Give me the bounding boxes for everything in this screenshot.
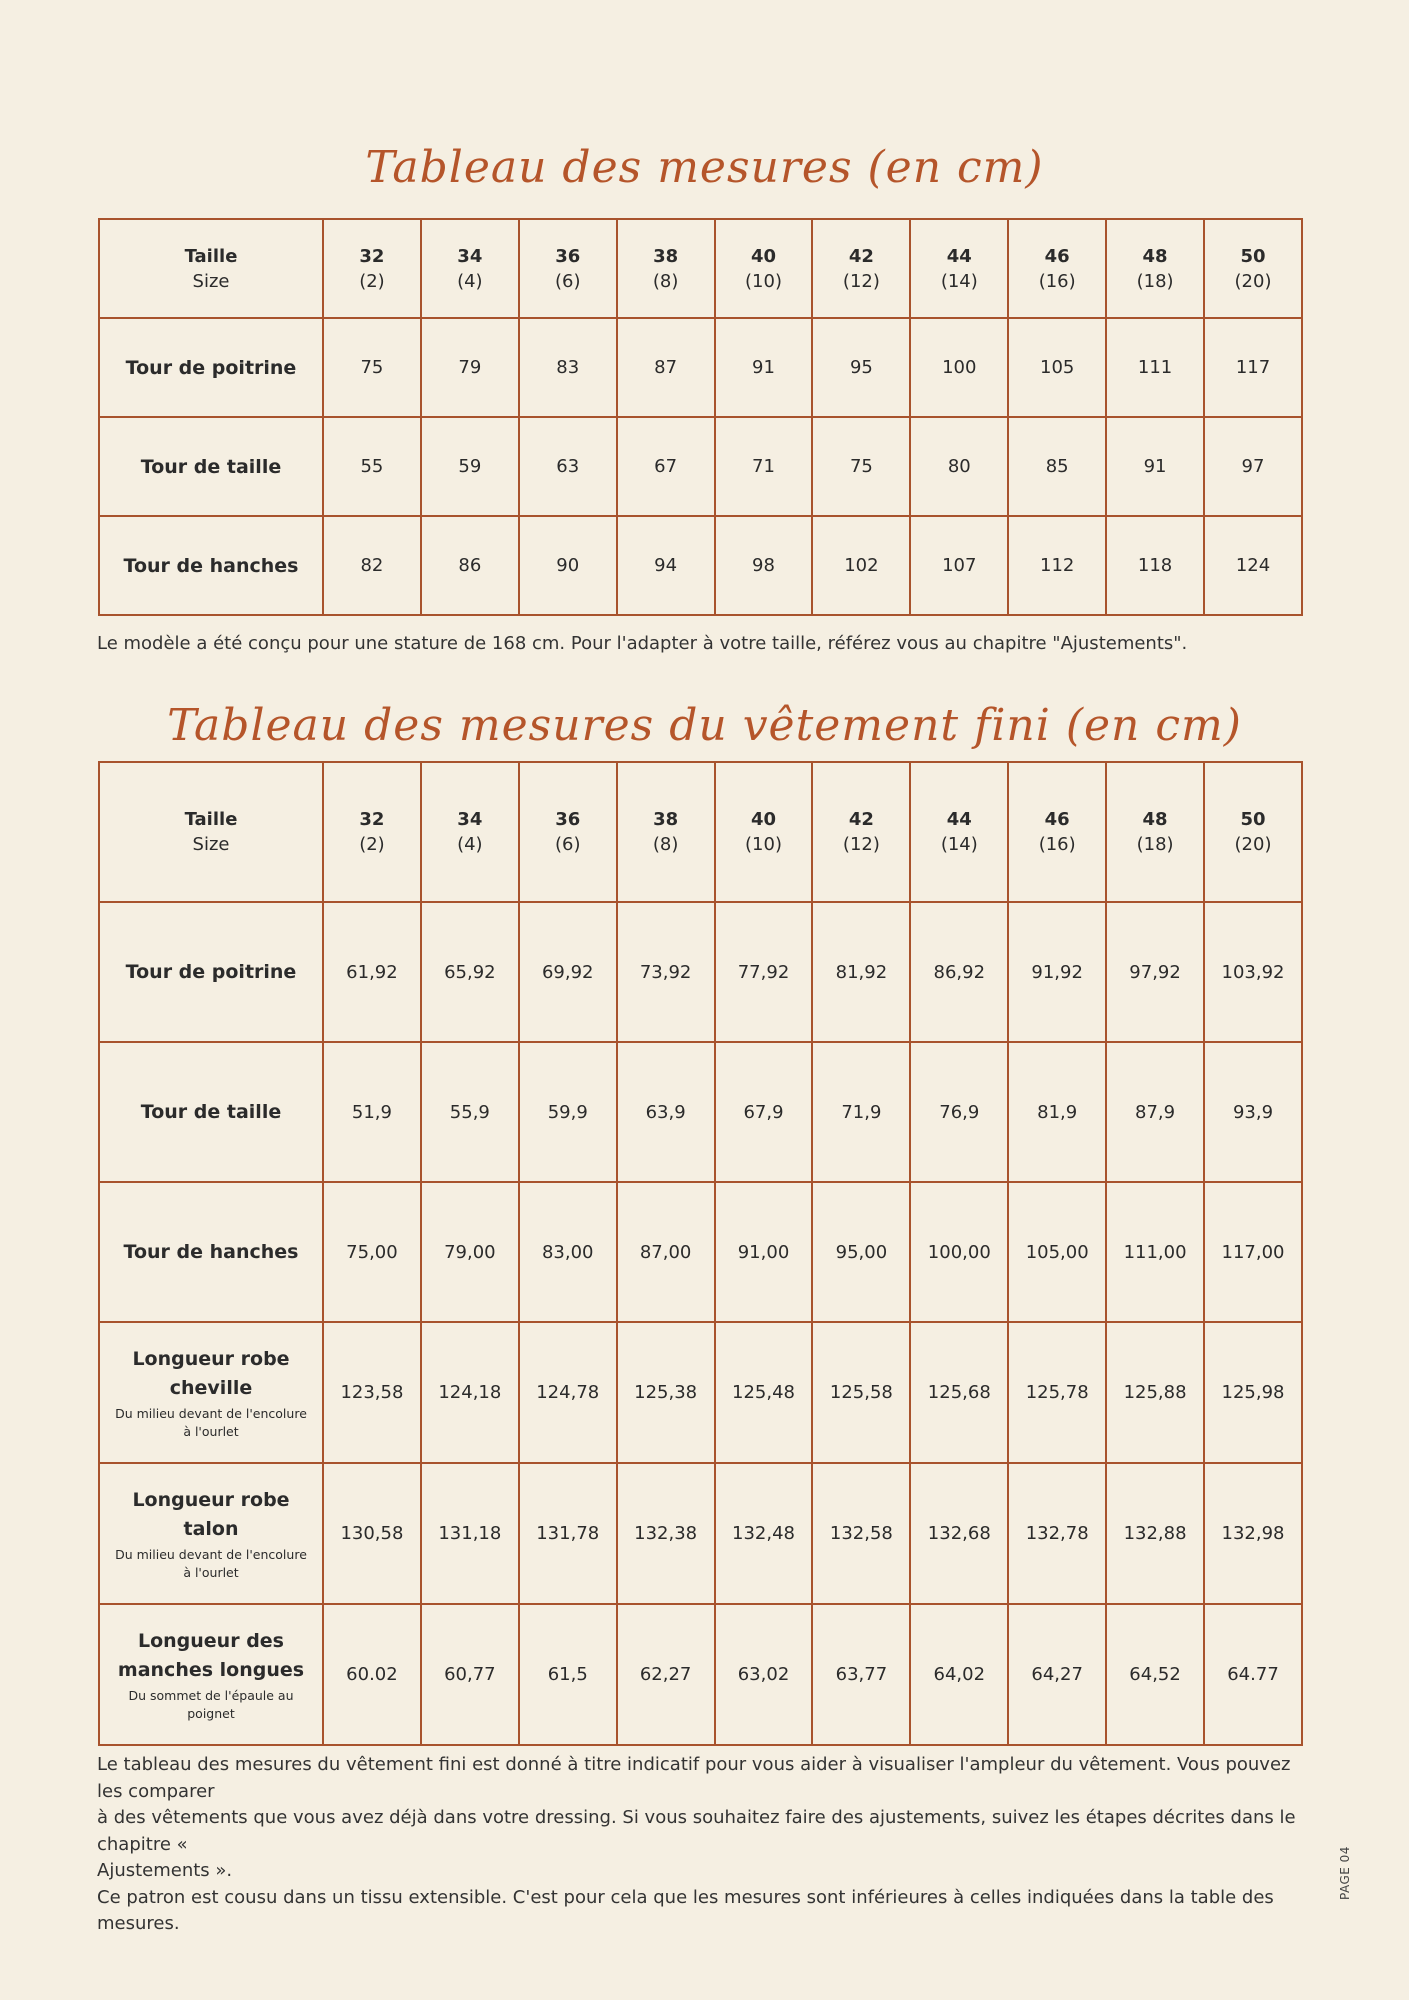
value-cell: 80 [910, 417, 1008, 516]
value-cell: 63,02 [715, 1604, 813, 1745]
size-us: (16) [1038, 270, 1076, 292]
size-us: (6) [554, 834, 581, 855]
row-sublabel-line: à l'ourlet [183, 1423, 239, 1439]
value-cell: 132,78 [1008, 1463, 1106, 1604]
size-us: (2) [359, 270, 385, 292]
size-cell [421, 219, 519, 318]
row-label: Tour de taille [99, 1042, 323, 1182]
size-cell [617, 762, 715, 902]
value-cell: 131,18 [421, 1463, 519, 1604]
body-measurements-table [98, 218, 1303, 616]
value-cell: 75 [323, 318, 421, 417]
note-line: Le tableau des mesures du vêtement fini est donné à titre indicatif pour vous aider à visualiser l'ampleur du vêtement. Vous pouvez les comparer [97, 1754, 1291, 1802]
value-cell: 62,27 [617, 1604, 715, 1745]
value-cell: 125,38 [617, 1322, 715, 1463]
value-cell: 132,68 [910, 1463, 1008, 1604]
header-label-cell [99, 762, 323, 902]
row-label: Tour de hanches [99, 516, 323, 615]
value-cell: 60,77 [421, 1604, 519, 1745]
table-row [99, 1322, 1302, 1463]
size-cell [1106, 762, 1204, 902]
size-eu: 32 [359, 245, 385, 267]
value-cell: 98 [715, 516, 813, 615]
value-cell: 82 [323, 516, 421, 615]
size-us: (4) [457, 834, 483, 855]
table-row [99, 417, 1302, 516]
row-label-cell [99, 1322, 323, 1463]
size-us: (2) [359, 834, 385, 855]
value-cell: 59 [421, 417, 519, 516]
value-cell: 67 [617, 417, 715, 516]
value-cell: 93,9 [1204, 1042, 1302, 1182]
row-label: Tour de taille [99, 417, 323, 516]
size-cell [323, 219, 421, 318]
header-label-main: Taille [184, 245, 238, 267]
row-sublabel-line: poignet [187, 1705, 235, 1721]
value-cell: 91,92 [1008, 902, 1106, 1042]
size-eu: 38 [653, 809, 679, 830]
value-cell: 59,9 [519, 1042, 617, 1182]
size-us: (14) [940, 834, 978, 855]
table-row [99, 1042, 1302, 1182]
size-cell [715, 762, 813, 902]
row-sublabel-line: Du sommet de l'épaule au [128, 1687, 294, 1703]
table-row [99, 1182, 1302, 1322]
size-cell [910, 219, 1008, 318]
size-cell [519, 219, 617, 318]
value-cell: 105,00 [1008, 1182, 1106, 1322]
size-cell [812, 219, 910, 318]
row-label-cell [99, 1463, 323, 1604]
row-sublabel-line: à l'ourlet [183, 1564, 239, 1580]
row-label-cell [99, 1604, 323, 1745]
value-cell: 131,78 [519, 1463, 617, 1604]
value-cell: 111,00 [1106, 1182, 1204, 1322]
size-us: (18) [1136, 834, 1174, 855]
size-cell [910, 762, 1008, 902]
table1-note: Le modèle a été conçu pour une stature de 168 cm. Pour l'adapter à votre taille, référez vous au chapitre "Ajustements". [97, 633, 1188, 654]
value-cell: 132,98 [1204, 1463, 1302, 1604]
size-us: (20) [1234, 270, 1272, 292]
size-eu: 34 [457, 245, 483, 267]
size-cell [323, 762, 421, 902]
value-cell: 83,00 [519, 1182, 617, 1322]
size-eu: 50 [1240, 245, 1266, 267]
size-eu: 44 [946, 809, 972, 830]
size-eu: 46 [1044, 245, 1070, 267]
value-cell: 73,92 [617, 902, 715, 1042]
value-cell: 130,58 [323, 1463, 421, 1604]
value-cell: 102 [812, 516, 910, 615]
value-cell: 51,9 [323, 1042, 421, 1182]
row-sublabel-line: Du milieu devant de l'encolure [115, 1405, 307, 1421]
value-cell: 64.77 [1204, 1604, 1302, 1745]
row-label: Tour de poitrine [99, 318, 323, 417]
row-label-line: talon [183, 1517, 239, 1540]
value-cell: 61,5 [519, 1604, 617, 1745]
value-cell: 75 [812, 417, 910, 516]
size-us: (12) [842, 270, 880, 292]
value-cell: 77,92 [715, 902, 813, 1042]
size-cell [1008, 219, 1106, 318]
size-us: (16) [1038, 834, 1076, 855]
value-cell: 60.02 [323, 1604, 421, 1745]
table2-title: Tableau des mesures du vêtement fini (en cm) [167, 700, 1242, 751]
value-cell: 65,92 [421, 902, 519, 1042]
row-label-line: Longueur robe [132, 1488, 290, 1511]
table-header-row [99, 219, 1302, 318]
value-cell: 87 [617, 318, 715, 417]
size-us: (20) [1234, 834, 1272, 855]
value-cell: 107 [910, 516, 1008, 615]
value-cell: 63 [519, 417, 617, 516]
value-cell: 67,9 [715, 1042, 813, 1182]
value-cell: 86 [421, 516, 519, 615]
size-us: (4) [457, 270, 483, 292]
value-cell: 123,58 [323, 1322, 421, 1463]
row-label-line: cheville [169, 1376, 253, 1399]
value-cell: 97 [1204, 417, 1302, 516]
value-cell: 125,98 [1204, 1322, 1302, 1463]
value-cell: 55 [323, 417, 421, 516]
row-label: Tour de hanches [99, 1182, 323, 1322]
value-cell: 83 [519, 318, 617, 417]
value-cell: 103,92 [1204, 902, 1302, 1042]
value-cell: 87,9 [1106, 1042, 1204, 1182]
header-label-sub: Size [192, 834, 230, 855]
value-cell: 125,78 [1008, 1322, 1106, 1463]
size-us: (10) [745, 270, 782, 292]
size-eu: 50 [1240, 809, 1266, 830]
value-cell: 132,38 [617, 1463, 715, 1604]
size-cell [519, 762, 617, 902]
value-cell: 97,92 [1106, 902, 1204, 1042]
size-cell [421, 762, 519, 902]
size-cell [1204, 219, 1302, 318]
value-cell: 90 [519, 516, 617, 615]
value-cell: 105 [1008, 318, 1106, 417]
size-cell [1204, 762, 1302, 902]
value-cell: 64,02 [910, 1604, 1008, 1745]
table-row [99, 516, 1302, 615]
value-cell: 125,68 [910, 1322, 1008, 1463]
value-cell: 69,92 [519, 902, 617, 1042]
note-line: Ajustements ». [97, 1860, 233, 1881]
value-cell: 85 [1008, 417, 1106, 516]
value-cell: 124 [1204, 516, 1302, 615]
value-cell: 79 [421, 318, 519, 417]
value-cell: 125,88 [1106, 1322, 1204, 1463]
value-cell: 132,48 [715, 1463, 813, 1604]
value-cell: 100,00 [910, 1182, 1008, 1322]
value-cell: 91,00 [715, 1182, 813, 1322]
note-line: Ce patron est cousu dans un tissu extensible. C'est pour cela que les mesures sont inférieures à celles indiquées dans la table des mesures. [97, 1886, 1274, 1934]
size-eu: 34 [457, 809, 483, 830]
size-cell [812, 762, 910, 902]
size-eu: 48 [1142, 809, 1168, 830]
value-cell: 55,9 [421, 1042, 519, 1182]
size-us: (12) [842, 834, 880, 855]
value-cell: 132,58 [812, 1463, 910, 1604]
table-header-row [99, 762, 1302, 902]
value-cell: 63,9 [617, 1042, 715, 1182]
value-cell: 71 [715, 417, 813, 516]
table-row [99, 902, 1302, 1042]
header-label-cell [99, 219, 323, 318]
row-label-line: Longueur robe [132, 1347, 290, 1370]
size-eu: 36 [555, 809, 581, 830]
value-cell: 111 [1106, 318, 1204, 417]
size-us: (18) [1136, 270, 1174, 292]
value-cell: 75,00 [323, 1182, 421, 1322]
size-eu: 40 [750, 245, 777, 267]
size-eu: 48 [1142, 245, 1168, 267]
size-eu: 42 [848, 245, 874, 267]
size-us: (8) [652, 270, 679, 292]
size-eu: 42 [848, 809, 874, 830]
value-cell: 61,92 [323, 902, 421, 1042]
value-cell: 117,00 [1204, 1182, 1302, 1322]
row-label-line: manches longues [117, 1658, 305, 1681]
size-cell [715, 219, 813, 318]
header-label-main: Taille [184, 809, 238, 830]
size-eu: 32 [359, 809, 385, 830]
finished-garment-table [98, 761, 1303, 1746]
value-cell: 112 [1008, 516, 1106, 615]
table2-note [97, 1752, 1312, 1938]
value-cell: 117 [1204, 318, 1302, 417]
value-cell: 124,78 [519, 1322, 617, 1463]
table1-title: Tableau des mesures (en cm) [365, 142, 1044, 193]
size-cell [1008, 762, 1106, 902]
size-us: (6) [554, 270, 581, 292]
value-cell: 86,92 [910, 902, 1008, 1042]
value-cell: 64,52 [1106, 1604, 1204, 1745]
value-cell: 118 [1106, 516, 1204, 615]
value-cell: 71,9 [812, 1042, 910, 1182]
value-cell: 94 [617, 516, 715, 615]
size-us: (8) [652, 834, 679, 855]
value-cell: 91 [715, 318, 813, 417]
value-cell: 76,9 [910, 1042, 1008, 1182]
value-cell: 91 [1106, 417, 1204, 516]
value-cell: 100 [910, 318, 1008, 417]
table-row [99, 318, 1302, 417]
value-cell: 63,77 [812, 1604, 910, 1745]
size-eu: 38 [653, 245, 679, 267]
size-eu: 40 [750, 809, 777, 830]
size-cell [1106, 219, 1204, 318]
value-cell: 95,00 [812, 1182, 910, 1322]
table-row [99, 1463, 1302, 1604]
header-label-sub: Size [192, 270, 230, 292]
size-us: (10) [745, 834, 782, 855]
size-eu: 36 [555, 245, 581, 267]
row-sublabel-line: Du milieu devant de l'encolure [115, 1546, 307, 1562]
table-row [99, 1604, 1302, 1745]
row-label: Tour de poitrine [99, 902, 323, 1042]
size-eu: 44 [946, 245, 972, 267]
size-cell [617, 219, 715, 318]
value-cell: 81,92 [812, 902, 910, 1042]
value-cell: 95 [812, 318, 910, 417]
value-cell: 87,00 [617, 1182, 715, 1322]
row-label-line: Longueur des [137, 1629, 284, 1652]
value-cell: 124,18 [421, 1322, 519, 1463]
size-eu: 46 [1044, 809, 1070, 830]
value-cell: 132,88 [1106, 1463, 1204, 1604]
page-number: PAGE 04 [1338, 1846, 1352, 1900]
size-us: (14) [940, 270, 978, 292]
value-cell: 125,48 [715, 1322, 813, 1463]
value-cell: 79,00 [421, 1182, 519, 1322]
note-line: à des vêtements que vous avez déjà dans votre dressing. Si vous souhaitez faire des ajustements, suivez les étapes décrites dans le chapitre « [97, 1807, 1296, 1855]
value-cell: 125,58 [812, 1322, 910, 1463]
value-cell: 64,27 [1008, 1604, 1106, 1745]
value-cell: 81,9 [1008, 1042, 1106, 1182]
